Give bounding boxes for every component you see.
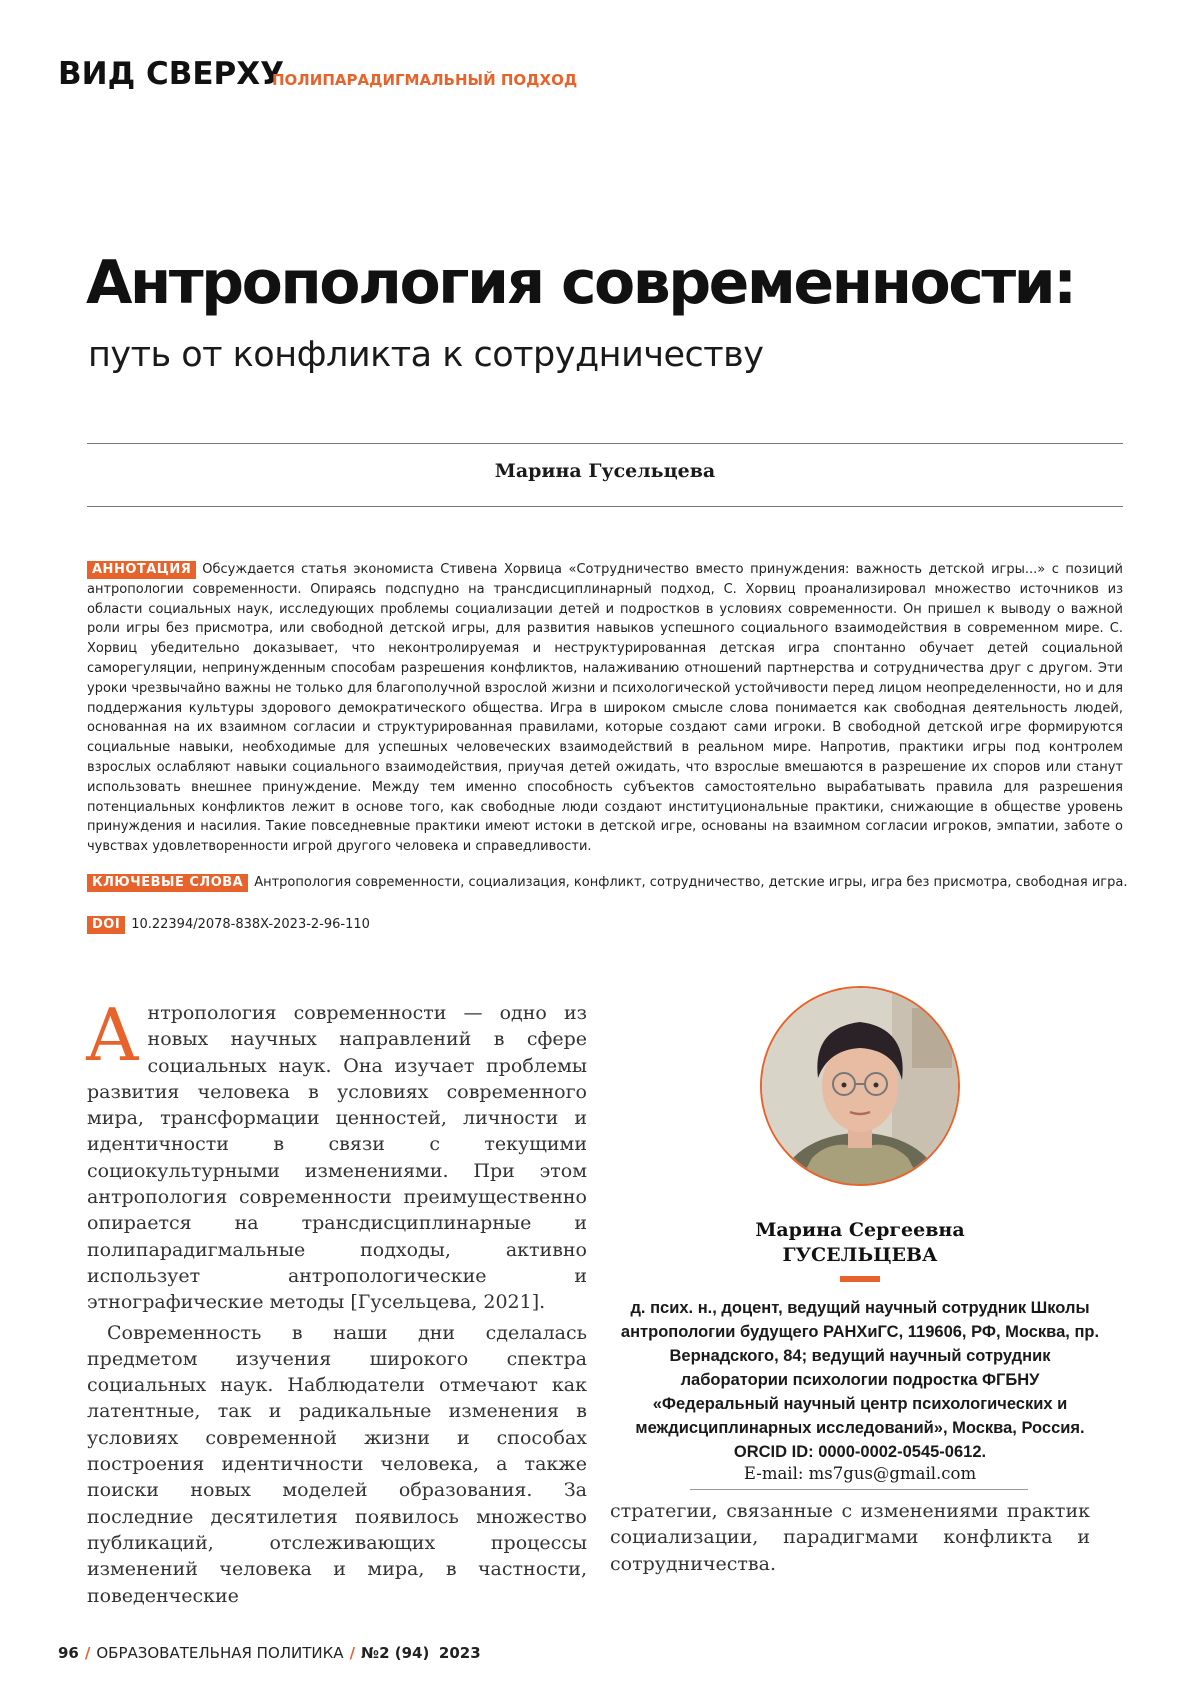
body-paragraph-2: Современность в наши дни сделалась предметом изучения широкого спектра социальных наук. Наблюдатели отмечают как латентные, так и радикальные изменения в условиях современной жизни и способах построения идентичности человека, а также поиски новых моделей образования. За последние десятилетия появилось множество публикаций, отслеживающих процессы изменений человека и мира, в частности, поведенческие bbox=[87, 1320, 587, 1609]
keywords-text: Антропология современности, социализация, конфликт, сотрудничество, детские игры, игра без присмотра, свободная игра. bbox=[254, 875, 1127, 890]
author-photo bbox=[760, 986, 960, 1186]
footer-separator: / bbox=[85, 1644, 90, 1662]
page-number: 96 bbox=[58, 1644, 79, 1662]
abstract-label: АННОТАЦИЯ bbox=[87, 561, 196, 579]
author-name-last: ГУСЕЛЬЦЕВА bbox=[680, 1243, 1040, 1268]
abstract-text: Обсуждается статья экономиста Стивена Хорвица «Сотрудничество вместо принуждения: важность детской игры...» с позиций антропологии современности. Опираясь подспудно на трансдисциплинарный подход, С. Хорвиц проанализировал множество источников из области социальных наук, исследующих проблемы социализации детей и подростков в условиях современности. Он пришел к выводу о важной роли игры без присмотра, или свободной детской игры, для развития навыков успешного социального взаимодействия в современном мире. С. Хорвиц убедительно доказывает, что неконтролируемая и неструктурированная детская игра спонтанно обучает детей социальной саморегуляции, непринужденным способам разрешения конфликтов, налаживанию отношений партнерства и сотрудничества друг с другом. Эти уроки чрезвычайно важны не только для благополучной взрослой жизни и психологической устойчивости перед лицом неопределенности, но и для поддержания культуры здорового демократического общества. Игра в широком смысле слова понимается как свободная деятельность людей, основанная на их взаимном согласии и структурированная правилами, которые создают сами игроки. В свободной детской игре формируются социальные навыки, необходимые для успешных человеческих взаимодействий в реальном мире. Напротив, практики игры под контролем взрослых ослабляют навыки социального взаимодействия, приучая детей ожидать, что взрослые вмешаются в разрешение их споров или станут использовать внешнее принуждение. Между тем именно способность субъектов самостоятельно вырабатывать правила для разрешения потенциальных конфликтов лежит в основе того, как свободные люди создают институциональные практики, снижающие в обществе уровень принуждения и насилия. Такие повседневные практики имеют истоки в детской игре, основаны на взаимном согласии игроков, эмпатии, заботе о чувствах удовлетворенности игрой другого человека и справедливости. bbox=[87, 562, 1123, 854]
rubric-label: ПОЛИПАРАДИГМАЛЬНЫЙ ПОДХОД bbox=[272, 71, 577, 89]
body-paragraph-1 bbox=[87, 1000, 587, 1316]
doi-label: DOI bbox=[87, 916, 125, 934]
issue-year: 2023 bbox=[439, 1644, 481, 1662]
divider-top bbox=[87, 443, 1123, 444]
doi bbox=[87, 915, 370, 934]
author-email[interactable]: E-mail: ms7gus@gmail.com bbox=[620, 1464, 1100, 1483]
author-name bbox=[680, 1218, 1040, 1268]
page-footer bbox=[58, 1644, 481, 1662]
keywords-label: КЛЮЧЕВЫЕ СЛОВА bbox=[87, 874, 248, 892]
doi-link[interactable]: 10.22394/2078-838X-2023-2-96-110 bbox=[131, 917, 370, 932]
body-column-right: стратегии, связанные с изменениями практик социализации, парадигмами конфликта и сотрудничества. bbox=[610, 1498, 1090, 1577]
drop-cap: А bbox=[85, 1002, 140, 1068]
article-subtitle: путь от конфликта к сотрудничеству bbox=[88, 335, 764, 375]
name-accent-bar bbox=[840, 1276, 880, 1282]
email-underline bbox=[690, 1489, 1028, 1490]
author-portrait-image bbox=[762, 988, 958, 1184]
abstract bbox=[87, 560, 1123, 857]
divider-bottom bbox=[87, 506, 1123, 507]
journal-name: ОБРАЗОВАТЕЛЬНАЯ ПОЛИТИКА bbox=[96, 1644, 343, 1662]
keywords bbox=[87, 873, 1147, 892]
author-bio: д. псих. н., доцент, ведущий научный сотрудник Школы антропологии будущего РАНХиГС, 119606, РФ, Москва, пр. Вернадского, 84; ведущий научный сотрудник лаборатории психологии подростка ФГБНУ «Федеральный научный центр психологических и междисциплинарных исследований», Москва, Россия. ORCID ID: 0000-0002-0545-0612. bbox=[620, 1296, 1100, 1464]
body-column-left bbox=[87, 1000, 587, 1609]
author-byline: Марина Гусельцева bbox=[87, 460, 1123, 482]
footer-separator: / bbox=[350, 1644, 355, 1662]
article-title: Антропология современности: bbox=[86, 248, 1075, 318]
body-paragraph-1-text: нтропология современности — одно из новых научных направлений в сфере социальных наук. Она изучает проблемы развития человека в условиях современного мира, трансформации ценностей, личности и идентичности в связи с текущими социокультурными изменениями. При этом антропология современности преимущественно опирается на трансдисциплинарные и полипарадигмальные подходы, активно использует антропологические и этнографические методы [Гусельцева, 2021]. bbox=[87, 1002, 587, 1313]
section-title: ВИД СВЕРХУ bbox=[58, 56, 284, 92]
issue-number: №2 (94) bbox=[361, 1644, 429, 1662]
author-name-first: Марина Сергеевна bbox=[680, 1218, 1040, 1243]
